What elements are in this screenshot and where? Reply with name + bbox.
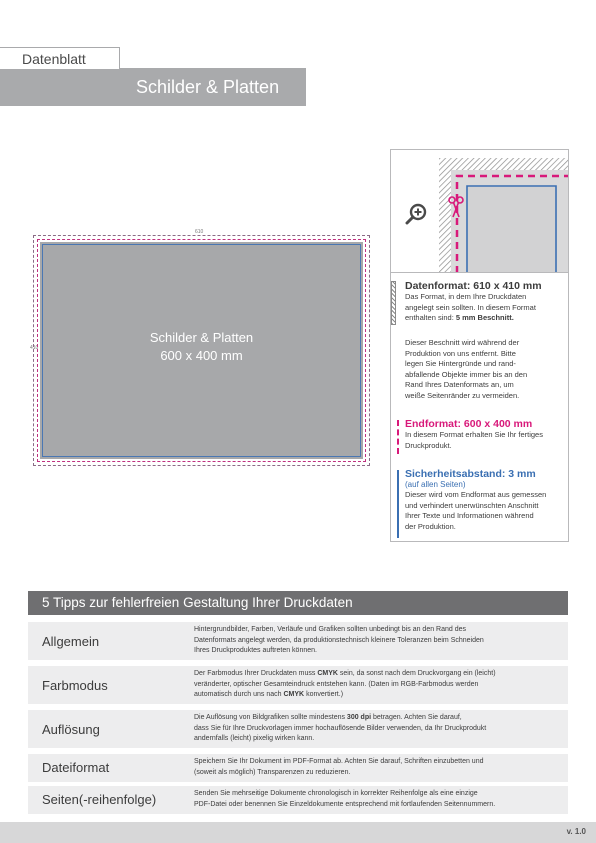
zoom-plus-icon	[405, 202, 429, 226]
tip-text	[194, 713, 564, 745]
corner-illustration	[391, 150, 568, 273]
tip-text-line: (soweit als möglich) Transparenzen zu reduzieren.	[194, 768, 351, 776]
tip-text-line	[194, 713, 564, 724]
tip-text-line: Senden Sie mehrseitige Dokumente chronologisch in korrekter Reihenfolge als eine einzige	[194, 790, 478, 797]
data-format-line-3	[405, 313, 542, 324]
format-info-panel	[390, 149, 569, 542]
version-label: v. 1.0	[566, 827, 586, 836]
tip-text-line: PDF-Datei oder benennen Sie Einzeldokumente entsprechend mit fortlaufenden Seitennummern.	[194, 800, 496, 808]
product-preview	[40, 242, 363, 459]
tip-text-line: dass Sie für Ihre Druckvorlagen immer hochauflösende Bilder verwenden, da Ihr Druckprodukt	[194, 724, 487, 732]
end-format-line-1: In diesem Format erhalten Sie Ihr fertiges	[405, 430, 543, 439]
data-format-bleed: 5 mm Beschnitt.	[455, 313, 514, 322]
safety-margin-marker	[397, 470, 402, 538]
data-format-section	[405, 280, 542, 324]
tip-row-farbmodus	[28, 666, 568, 704]
tip-row-dateiformat	[28, 754, 568, 782]
page-title: Schilder & Platten	[136, 77, 280, 97]
dimension-height-label: 410	[30, 345, 39, 351]
safety-margin-line-2: und verhindert unerwünschten Anschnitt	[405, 500, 539, 510]
data-format-line-1: Das Format, in dem Ihre Druckdaten	[405, 292, 527, 301]
tips-title: 5 Tipps zur fehlerfreien Gestaltung Ihrer Druckdaten	[42, 595, 353, 610]
tip-text	[194, 669, 564, 701]
data-format-title: Datenformat: 610 x 410 mm	[405, 280, 542, 292]
tip-row-allgemein	[28, 622, 568, 660]
tips-header	[28, 591, 568, 615]
tip-text-segment: betragen. Achten Sie darauf,	[371, 714, 462, 721]
tip-text-line: andernfalls (leicht) pixelig wirken kann.	[194, 735, 315, 742]
tip-text	[194, 625, 564, 657]
safety-margin-section	[405, 468, 546, 532]
end-format-section	[405, 418, 543, 451]
product-size: 600 x 400 mm	[160, 348, 243, 363]
data-format-marker	[391, 281, 396, 325]
bleed-note-line: weiße Seitenränder zu vermeiden.	[405, 390, 520, 400]
tip-text	[194, 789, 564, 810]
tip-text-segment: Der Farbmodus Ihrer Druckdaten muss	[194, 670, 318, 677]
tip-text-line: Speichern Sie Ihr Dokument im PDF-Format ab. Achten Sie darauf, Schriften einzubetten und	[194, 758, 484, 765]
footer-bar	[0, 822, 596, 843]
bleed-note-line: Dieser Beschnitt wird während der	[405, 338, 520, 347]
data-format-line-2: angelegt sein sollten. In diesem Format	[405, 302, 536, 312]
tip-text-line	[194, 690, 564, 701]
tip-text-line: Datenformats angelegt werden, da produktionstechnisch kleinere Toleranzen beim Schneiden	[194, 636, 484, 644]
datenblatt-label: Datenblatt	[22, 51, 86, 67]
product-name: Schilder & Platten	[149, 330, 254, 345]
bleed-note-line: abfallende Objekte immer bis an den	[405, 369, 528, 379]
tip-text-line: veränderter, optischer Gesamteindruck entstehen kann. (Daten im RGB-Farbmodus werden	[194, 680, 479, 688]
tip-text-line: Ihres Druckproduktes auftreten können.	[194, 647, 317, 654]
tip-row-aufloesung	[28, 710, 568, 748]
bleed-note	[405, 338, 527, 401]
tip-text	[194, 757, 564, 778]
tip-text-segment: automatisch durch uns nach	[194, 691, 284, 698]
tip-label: Allgemein	[42, 634, 100, 649]
tip-text-bold: CMYK	[317, 670, 338, 677]
safety-margin-line-3: Ihrer Texte und Informationen während	[405, 511, 534, 520]
safety-margin-line-4: der Produktion.	[405, 521, 456, 531]
tip-text-line	[194, 669, 564, 680]
scissors-icon	[448, 196, 464, 218]
end-format-line-2: Druckprodukt.	[405, 440, 452, 450]
tip-label: Auflösung	[42, 722, 100, 737]
data-format-line-3-text: enthalten sind:	[405, 313, 456, 322]
bleed-note-line: legen Sie Hintergründe und rand-	[405, 359, 516, 368]
datenblatt-tab	[0, 47, 120, 69]
bleed-note-line: Rand Ihres Datenformats an, um	[405, 380, 514, 389]
tip-text-bold: 300 dpi	[346, 714, 372, 721]
tip-label: Dateiformat	[42, 760, 110, 775]
tip-text-bold: CMYK	[283, 691, 305, 698]
tip-row-seitenreihenfolge	[28, 786, 568, 814]
end-format-marker	[397, 420, 402, 454]
safety-margin-sub: (auf allen Seiten)	[405, 480, 466, 489]
bleed-note-line: Produktion von uns entfernt. Bitte	[405, 348, 516, 358]
tip-text-segment: Die Auflösung von Bildgrafiken sollte mindestens	[194, 714, 347, 721]
tip-text-segment: sein, da sonst nach dem Druckvorgang ein (leicht)	[337, 670, 496, 677]
end-format-title: Endformat: 600 x 400 mm	[405, 418, 533, 430]
tip-label: Seiten(-reihenfolge)	[42, 792, 157, 807]
safety-margin-title: Sicherheitsabstand: 3 mm	[405, 468, 536, 480]
tip-label: Farbmodus	[42, 678, 108, 693]
dimension-width-label: 610	[195, 229, 204, 235]
safety-margin-line-1: Dieser wird vom Endformat aus gemessen	[405, 490, 547, 499]
tip-text-line: Hintergrundbilder, Farben, Verläufe und Grafiken sollten unbedingt bis an den Rand des	[194, 626, 467, 633]
tip-text-segment: konvertiert.)	[304, 691, 344, 698]
